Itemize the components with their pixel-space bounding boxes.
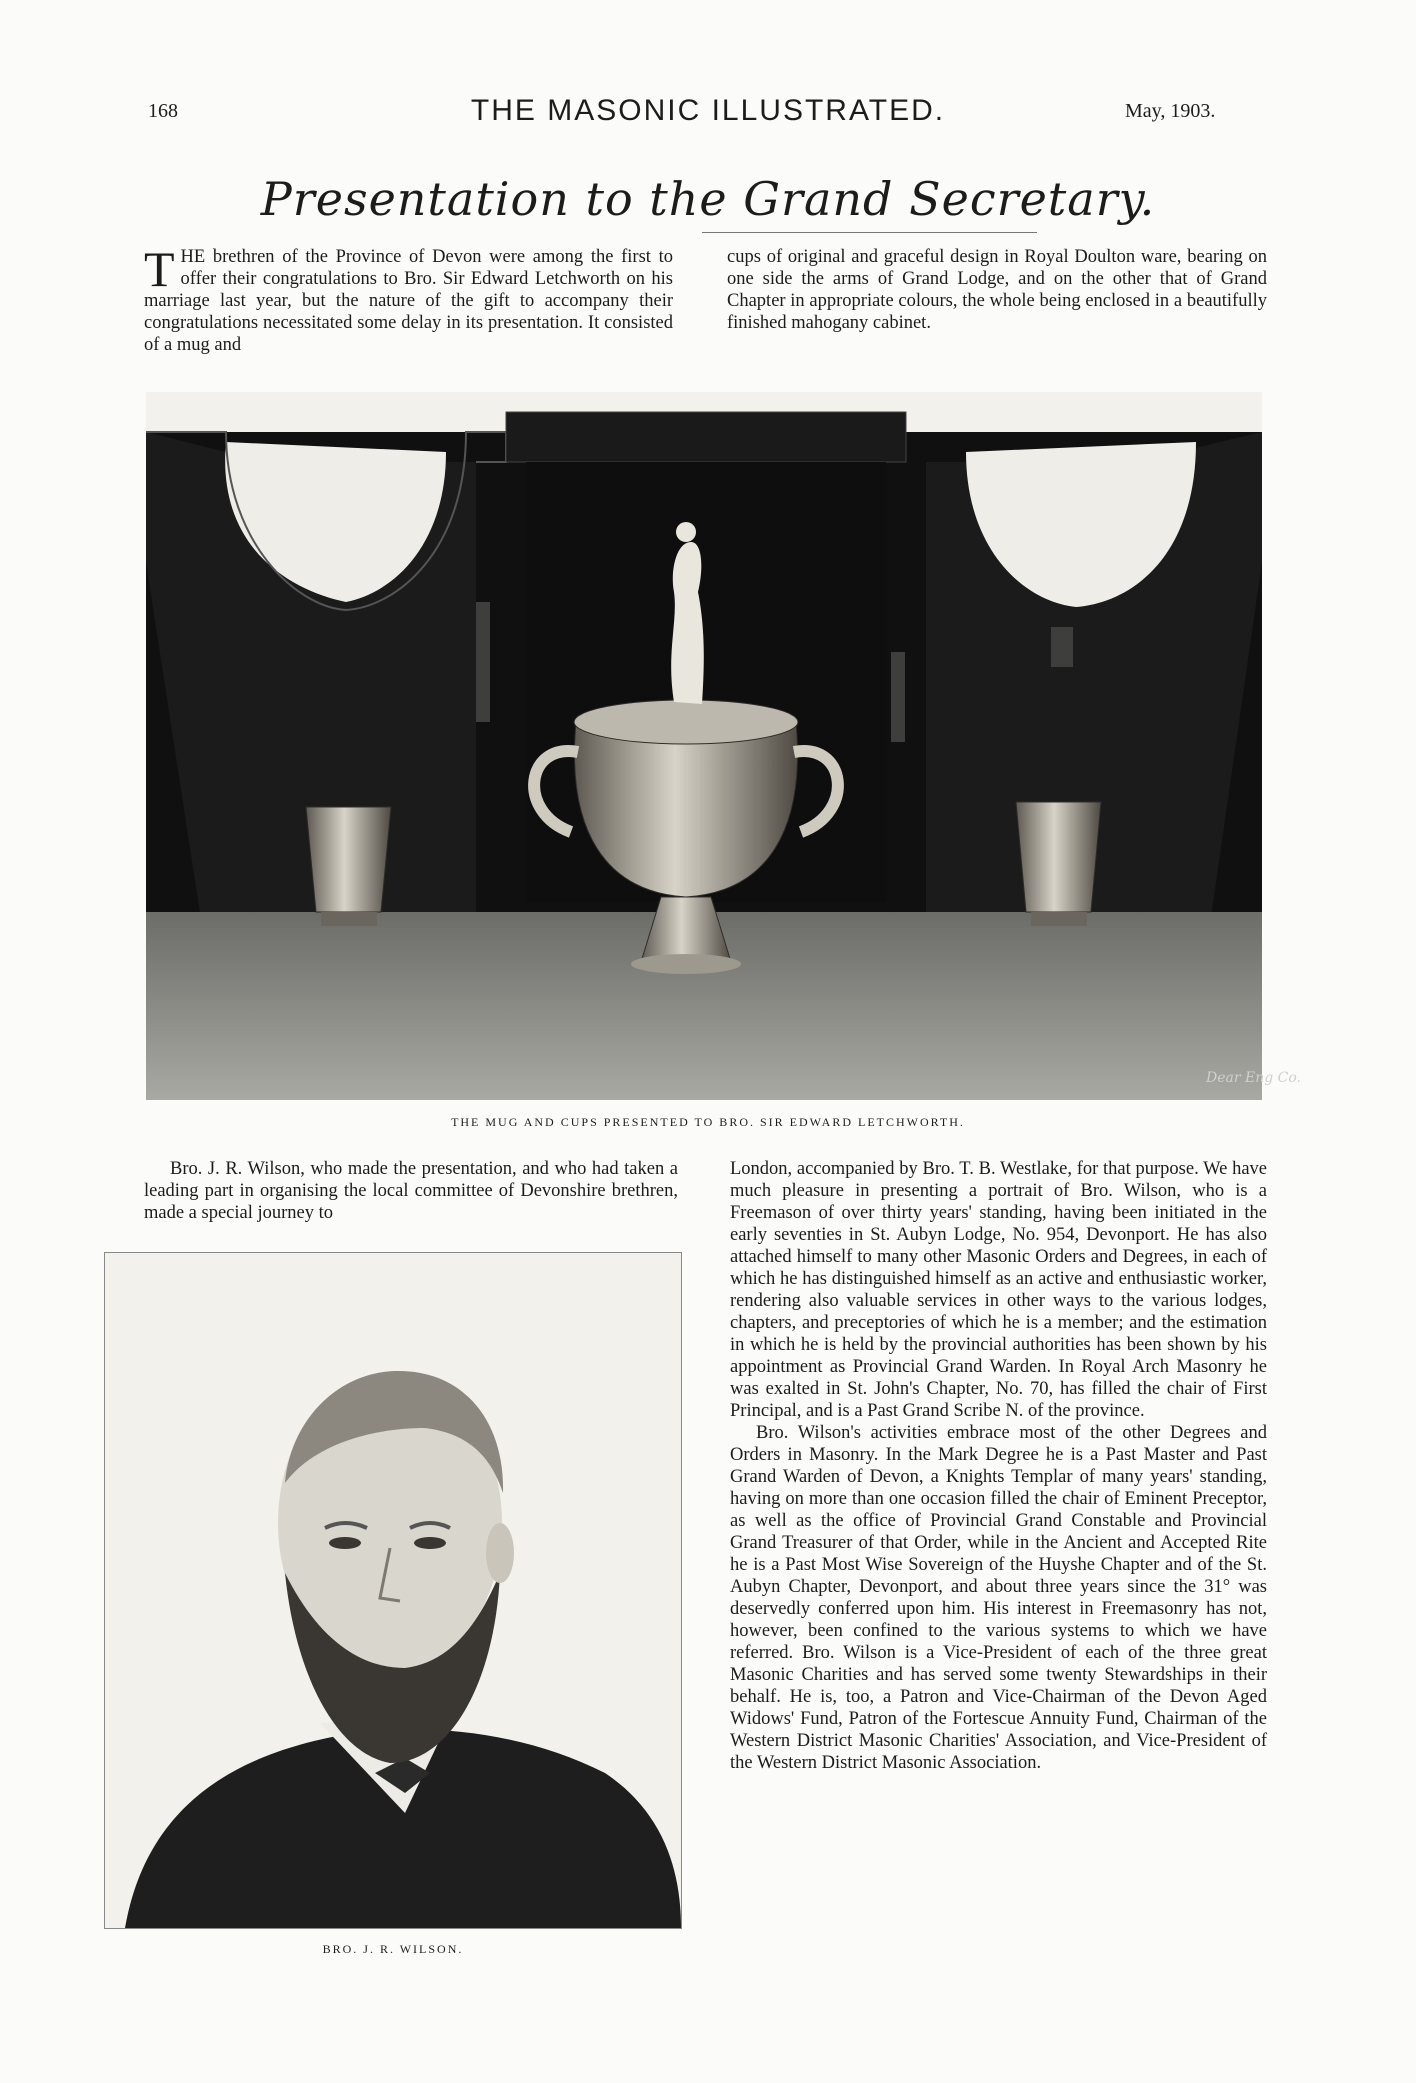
journal-title: THE MASONIC ILLUSTRATED. (470, 94, 946, 127)
wilson-paragraph-text: Bro. J. R. Wilson, who made the presentation, and who had taken a leading part in organising the local committee of Devonshire brethren, made a special journey to (144, 1159, 678, 1223)
title-rule (702, 232, 1037, 233)
intro-right-column: cups of original and graceful design in Royal Doulton ware, bearing on one side the arms of Grand Lodge, and on the other that of Grand Chapter in appropriate colours, the whole being enclosed in a beautifully finished mahogany cabinet. (727, 247, 1267, 333)
right-paragraph-2: Bro. Wilson's activities embrace most of the other Degrees and Orders in Masonry. In the Mark Degree he is a Past Master and Past Grand Warden of Devon, a Knights Templar of many years' standing, having on more than one occasion filled the chair of Eminent Preceptor, as well as the office of Provincial Grand Constable and Provincial Grand Treasurer of that Order, while in the Ancient and Accepted Rite he is a Past Most Wise Sovereign of the Huyshe Chapter and of the St. Aubyn Chapter, Devonport, and about three years since the 31° was deservedly conferred upon him. His interest in Freemasonry has not, however, been confined to the various systems to which we have referred. Bro. Wilson is a Vice-President of each of the three great Masonic Charities and has served some twenty Stewardships in their behalf. He is, too, a Patron and Vice-Chairman of the Devon Aged Widows' Fund, Patron of the Fortescue Annuity Fund, Chairman of the Western District Masonic Charities' Association, and Vice-President of the Western District Masonic Association. (730, 1423, 1267, 1773)
portrait-photo (104, 1252, 682, 1929)
page-number: 168 (148, 100, 178, 122)
portrait-caption: BRO. J. R. WILSON. (322, 1942, 464, 1956)
right-paragraph-1: London, accompanied by Bro. T. B. Westlake, for that purpose. We have much pleasure in presenting a portrait of Bro. Wilson, who is a Freemason of over thirty years' standing, having been initiated in the early seventies in St. Aubyn Lodge, No. 954, Devonport. He has also attached himself to many other Masonic Orders and Degrees, in each of which he has distinguished himself as an active and enthusiastic worker, rendering also valuable services in other ways to the various lodges, chapters, and preceptories of which he is a member; and the estimation in which he is held by the provincial authorities has been shown by his appointment as Provincial Grand Warden. In Royal Arch Masonry he was exalted in St. John's Chapter, No. 70, has filled the chair of First Principal, and is a Past Grand Scribe N. of the province. (730, 1159, 1267, 1421)
photo-caption: THE MUG AND CUPS PRESENTED TO BRO. SIR EDWARD LETCHWORTH. (451, 1115, 965, 1129)
cabinet-photo (146, 392, 1301, 1100)
portrait-illustration (105, 1253, 681, 1928)
wilson-paragraph-start (144, 1158, 678, 1224)
article-title: Presentation to the Grand Secretary. (260, 172, 1156, 226)
right-column (730, 1158, 1267, 1774)
intro-left-column (144, 241, 673, 356)
drop-cap: T (144, 241, 175, 297)
engraver-mark: Dear Eng Co. (1206, 1070, 1301, 1086)
intro-left-text: HE brethren of the Province of Devon were among the first to offer their congratulations to Bro. Sir Edward Letchworth on his marriage last year, but the nature of the gift to accompany their congratulations necessitated some delay in its presentation. It consisted of a mug and (144, 247, 673, 355)
cabinet-illustration (146, 392, 1301, 1100)
issue-date: May, 1903. (1125, 100, 1216, 122)
